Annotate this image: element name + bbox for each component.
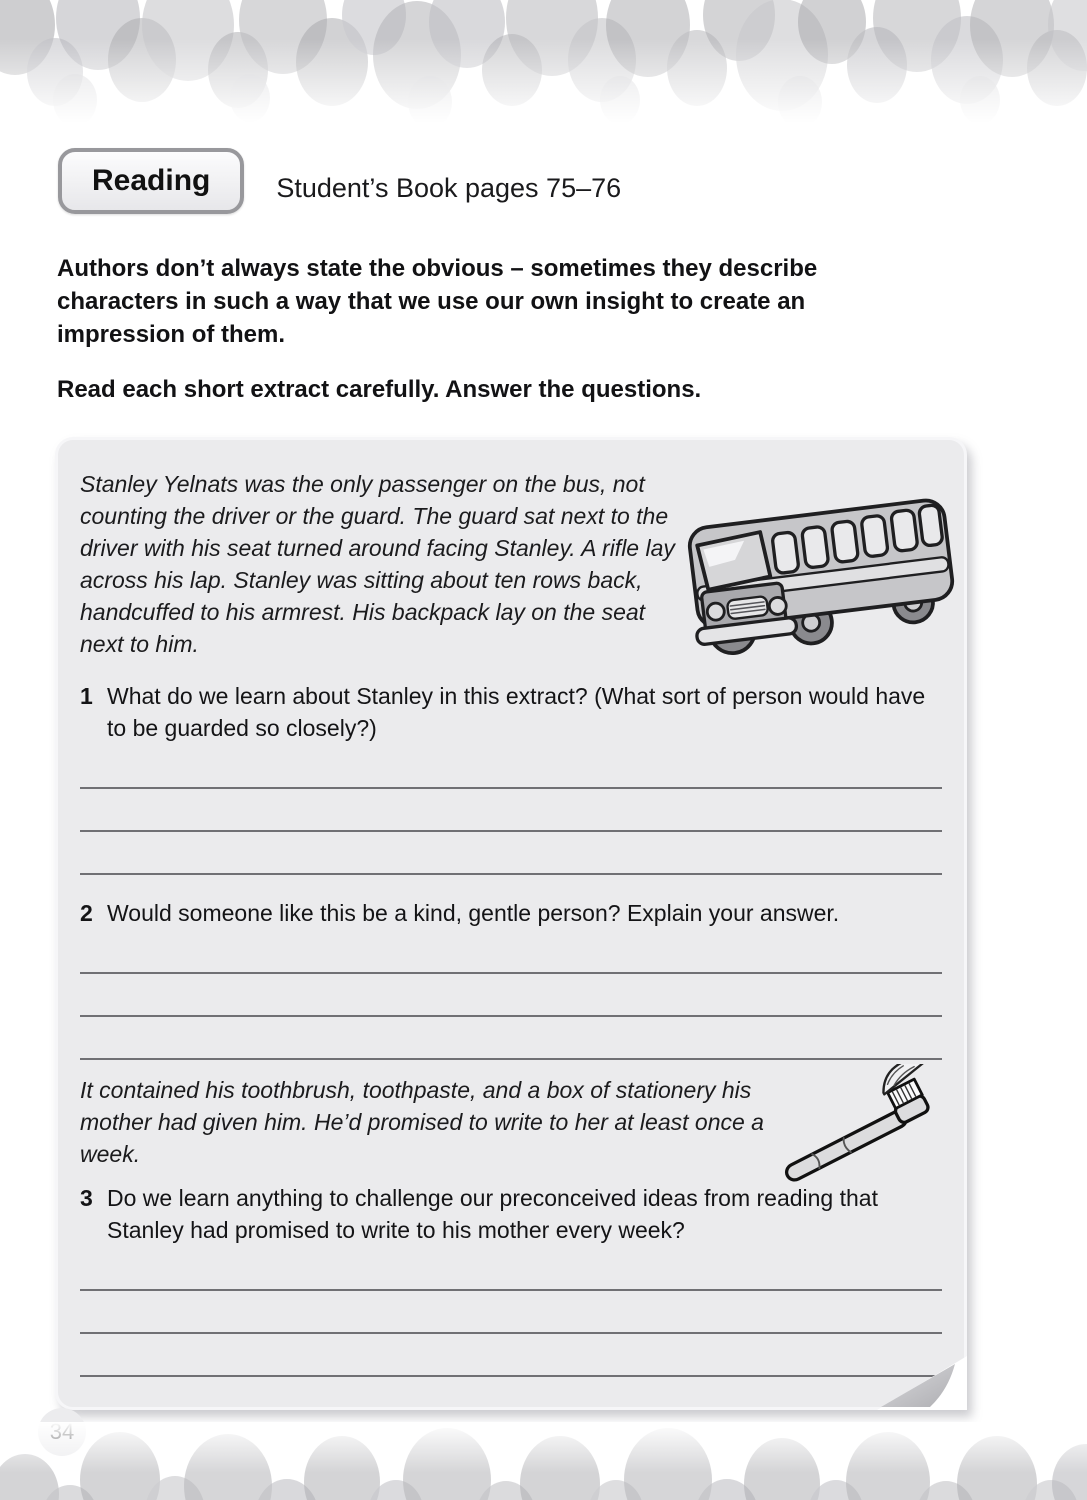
intro-instruction: Read each short extract carefully. Answer the questions.	[57, 376, 702, 403]
question-1-answer-lines	[80, 746, 942, 875]
answer-line	[80, 746, 942, 789]
student-book-pages-label: Student’s Book pages 75–76	[276, 172, 622, 203]
extract-2-text: It contained his toothbrush, toothpaste, and a box of stationery his mother had given him. He’d promised to write to her at least once a week.	[80, 1077, 764, 1167]
answer-line	[80, 1291, 942, 1334]
header	[58, 148, 621, 214]
question-1-text: What do we learn about Stanley in this extract? (What sort of person would have to be guarded so closely?)	[107, 683, 926, 741]
answer-line	[80, 832, 942, 875]
question-2-answer-lines	[80, 931, 942, 1060]
bus-icon	[680, 472, 965, 670]
answer-line	[80, 1017, 942, 1060]
bubble-border-bottom	[0, 1422, 1087, 1500]
bubble-border-top	[0, 0, 1087, 130]
reading-badge: Reading	[58, 148, 244, 214]
extract-1-text: Stanley Yelnats was the only passenger on the bus, not counting the driver or the guard. The guard sat next to the driver with his seat turned around facing Stanley. A rifle lay across his lap. Stanley was sitting about ten rows back, handcuffed to his armrest. His backpack lay on the seat next to him.	[80, 471, 675, 657]
intro-paragraph: Authors don’t always state the obvious – sometimes they describe characters in such a way that we use our own insight to create an impression of them.	[57, 255, 818, 348]
question-3-answer-lines	[80, 1248, 942, 1377]
answer-line	[80, 1248, 942, 1291]
question-1	[80, 680, 942, 744]
page-fold-corner	[877, 1356, 967, 1410]
question-1-number: 1	[80, 683, 93, 709]
bus-illustration	[680, 472, 965, 670]
question-3-number: 3	[80, 1185, 93, 1211]
toothbrush-illustration	[768, 1064, 936, 1191]
answer-line	[80, 931, 942, 974]
extract-1-row	[80, 468, 942, 670]
question-2-text: Would someone like this be a kind, gentle person? Explain your answer.	[107, 900, 840, 926]
question-2-number: 2	[80, 900, 93, 926]
answer-line	[80, 974, 942, 1017]
answer-line	[80, 1334, 942, 1377]
question-3	[80, 1182, 942, 1246]
question-2	[80, 897, 942, 929]
extract-2-row	[80, 1074, 942, 1170]
worksheet-panel	[55, 437, 967, 1410]
toothbrush-icon	[768, 1064, 936, 1186]
answer-line	[80, 789, 942, 832]
question-3-text: Do we learn anything to challenge our preconceived ideas from reading that Stanley had promised to write to his mother every week?	[107, 1185, 878, 1243]
intro-section	[57, 252, 902, 406]
